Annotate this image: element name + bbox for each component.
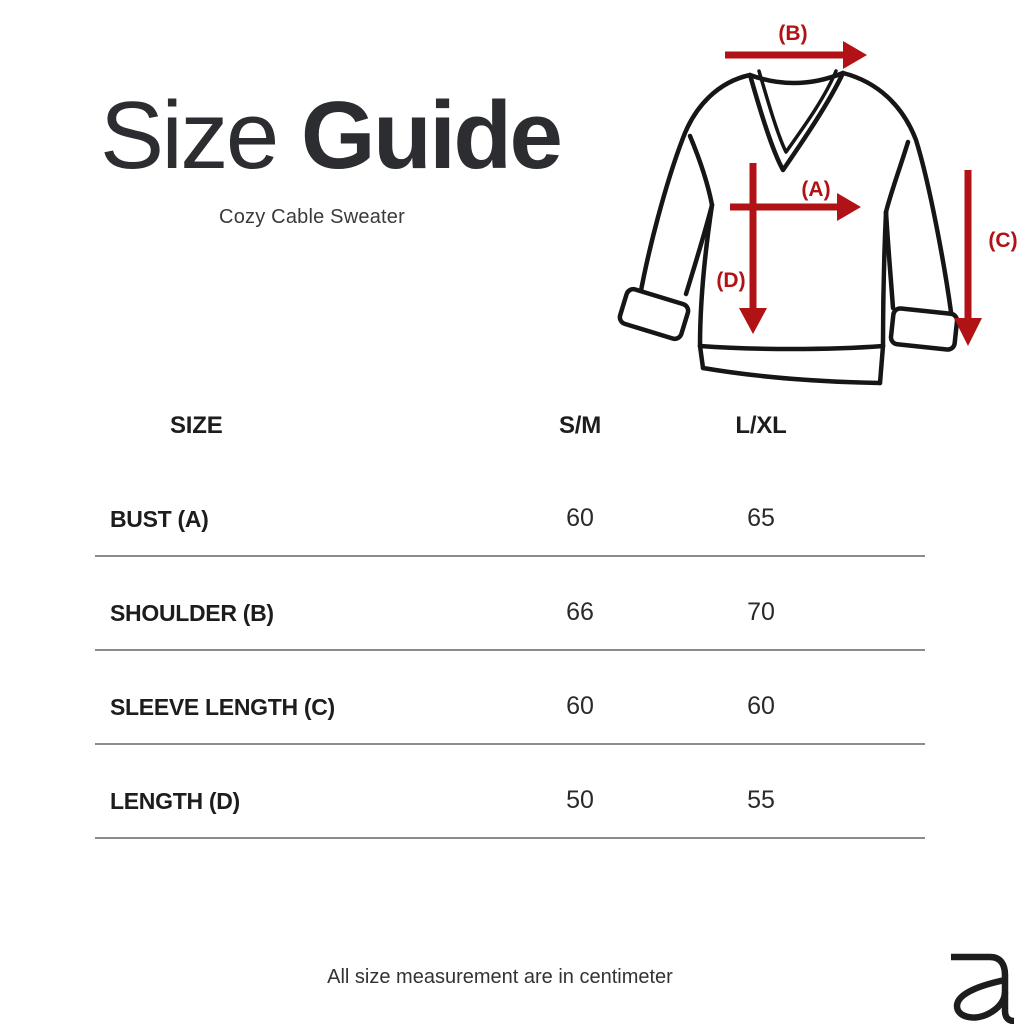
page-title-regular: Size (100, 82, 277, 189)
value-lxl: 60 (747, 692, 775, 720)
row-label: SHOULDER (B) (110, 600, 274, 626)
sweater-outline (618, 71, 958, 383)
value-lxl: 70 (747, 598, 775, 626)
arrow-c (954, 170, 1018, 346)
arrow-d (716, 163, 767, 334)
table-row-length (95, 745, 925, 839)
arrow-b-head-icon (843, 41, 867, 69)
page-title-bold: Guide (300, 82, 561, 189)
title-block (100, 82, 561, 229)
value-sm: 60 (566, 692, 594, 720)
table-row-sleeve-length (95, 651, 925, 745)
page-title (100, 82, 561, 189)
value-sm: 60 (566, 504, 594, 532)
sweater-illustration-icon (600, 0, 1024, 400)
row-label: LENGTH (D) (110, 788, 240, 814)
row-label: SLEEVE LENGTH (C) (110, 694, 335, 720)
row-label: BUST (A) (110, 506, 209, 532)
brand-logo-a-icon (948, 950, 1014, 1024)
measurement-unit-note: All size measurement are in centimeter (327, 966, 673, 988)
product-name: Cozy Cable Sweater (219, 206, 405, 228)
arrow-c-label: (C) (988, 229, 1018, 252)
value-lxl: 55 (747, 786, 775, 814)
column-header-size: SIZE (170, 412, 223, 439)
arrow-a-head-icon (837, 193, 861, 221)
table-row-shoulder (95, 557, 925, 651)
arrow-a-label: (A) (801, 178, 831, 201)
column-header-sm: S/M (558, 412, 602, 439)
value-sm: 66 (566, 598, 594, 626)
arrow-d-label: (D) (716, 269, 746, 292)
size-table (95, 400, 925, 839)
arrow-b (725, 22, 867, 69)
value-lxl: 65 (747, 504, 775, 532)
value-sm: 50 (566, 786, 594, 814)
arrow-b-label: (B) (778, 22, 808, 45)
sweater-measurement-diagram (600, 0, 1024, 400)
table-row-bust (95, 452, 925, 557)
arrow-d-head-icon (739, 308, 767, 334)
column-header-lxl: L/XL (735, 412, 787, 439)
arrow-c-head-icon (954, 318, 982, 346)
measurement-arrows (716, 22, 1017, 346)
table-header-row (95, 400, 925, 452)
